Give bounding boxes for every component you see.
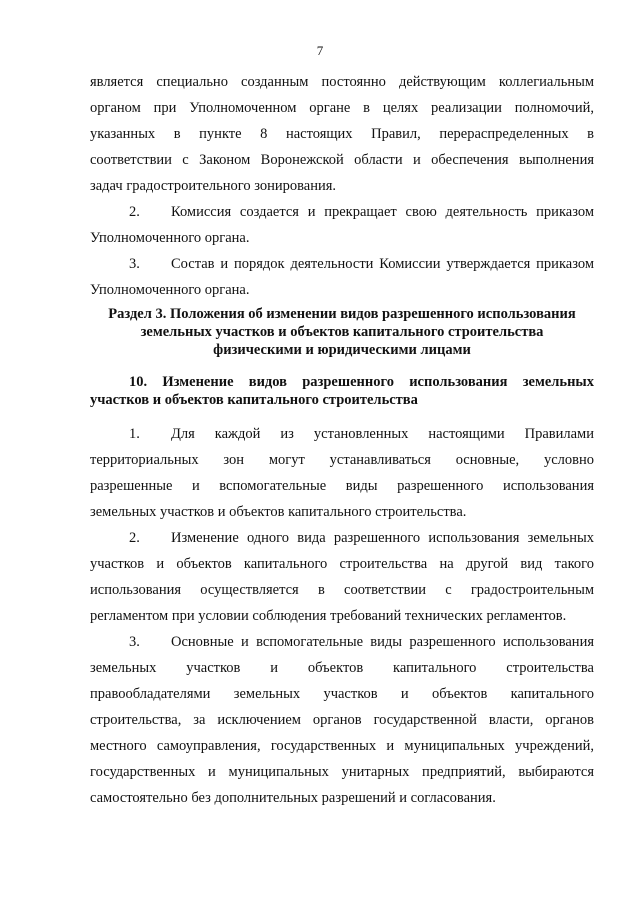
- text-line: земельных участков и объектов капитального строительства.: [90, 504, 467, 520]
- heading-line: 10. Изменение видов разрешенного использования земельных: [129, 374, 594, 390]
- item-first-line: [129, 202, 594, 222]
- text-line: участков и объектов капитального строительства на другой вид такого: [90, 556, 594, 572]
- item-text: Изменение одного вида разрешенного использования земельных: [171, 530, 594, 546]
- item-number: 2.: [129, 204, 140, 220]
- text-line: регламентом при условии соблюдения требований технических регламентов.: [90, 608, 567, 624]
- item-text: Для каждой из установленных настоящими Правилами: [171, 426, 594, 442]
- text-line: земельных участков и объектов капитального строительства: [90, 660, 594, 676]
- text-line: государственных и муниципальных унитарных предприятий, выбираются: [90, 764, 594, 780]
- heading-line: Раздел 3. Положения об изменении видов разрешенного использования: [108, 306, 576, 322]
- text-line: является специально созданным постоянно действующим коллегиальным: [90, 74, 594, 90]
- text-line: правообладателями земельных участков и объектов капитального: [90, 686, 594, 702]
- text-line: указанных в пункте 8 настоящих Правил, перераспределенных в: [90, 126, 594, 142]
- heading-line: участков и объектов капитального строительства: [90, 392, 418, 408]
- text-line: местного самоуправления, государственных и муниципальных учреждений,: [90, 738, 594, 754]
- text-line: соответствии с Законом Воронежской области и обеспечения выполнения: [90, 152, 594, 168]
- item-text: Состав и порядок деятельности Комиссии утверждается приказом: [171, 256, 594, 272]
- heading-line: физическими и юридическими лицами: [213, 342, 471, 358]
- text-line: органом при Уполномоченном органе в целях реализации полномочий,: [90, 100, 594, 116]
- item-first-line: [129, 632, 594, 652]
- text-line: использования осуществляется в соответствии с градостроительным: [90, 582, 594, 598]
- text-line: Уполномоченного органа.: [90, 282, 250, 298]
- text-line: задач градостроительного зонирования.: [90, 178, 337, 194]
- item-number: 3.: [129, 634, 140, 650]
- item-first-line: [129, 254, 594, 274]
- item-first-line: [129, 424, 594, 444]
- item-number: 3.: [129, 256, 140, 272]
- page-number: 7: [316, 43, 324, 58]
- heading-line: земельных участков и объектов капитального строительства: [140, 324, 544, 340]
- text-line: самостоятельно без дополнительных разрешений и согласования.: [90, 790, 496, 806]
- item-text: Основные и вспомогательные виды разрешенного использования: [171, 634, 594, 650]
- item-number: 1.: [129, 426, 140, 442]
- item-number: 2.: [129, 530, 140, 546]
- item-text: Комиссия создается и прекращает свою деятельность приказом: [171, 204, 594, 220]
- item-first-line: [129, 528, 594, 548]
- text-line: разрешенные и вспомогательные виды разрешенного использования: [90, 478, 594, 494]
- text-line: Уполномоченного органа.: [90, 230, 250, 246]
- text-line: территориальных зон могут устанавливаться основные, условно: [90, 452, 594, 468]
- text-line: строительства, за исключением органов государственной власти, органов: [90, 712, 594, 728]
